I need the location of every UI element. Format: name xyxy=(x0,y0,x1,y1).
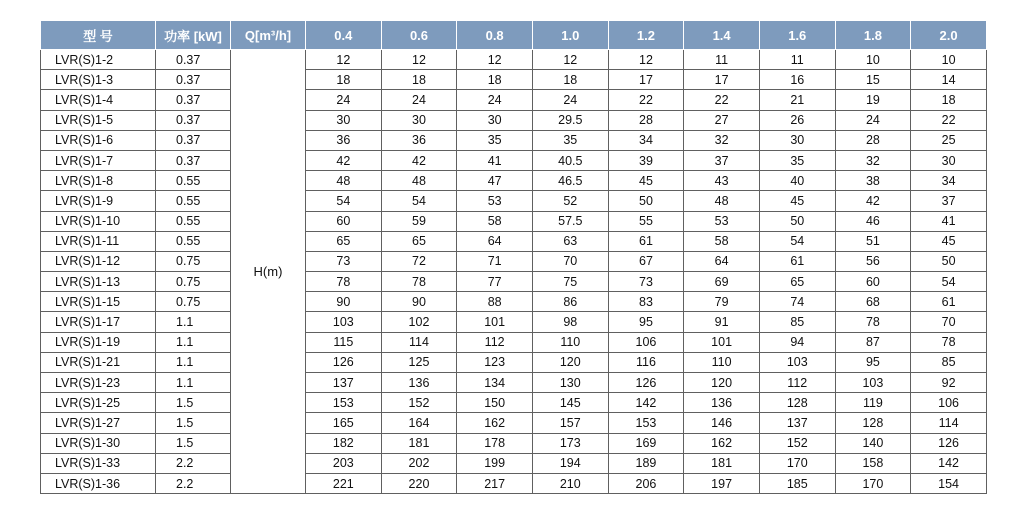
cell-head-value: 36 xyxy=(306,130,382,150)
cell-head-value: 50 xyxy=(608,191,684,211)
head-label-cell: H(m) xyxy=(231,50,306,494)
cell-head-value: 90 xyxy=(381,292,457,312)
cell-head-value: 85 xyxy=(759,312,835,332)
cell-power: 1.1 xyxy=(156,352,231,372)
cell-head-value: 18 xyxy=(911,90,987,110)
cell-head-value: 128 xyxy=(835,413,911,433)
cell-head-value: 45 xyxy=(608,171,684,191)
cell-model: LVR(S)1-10 xyxy=(41,211,156,231)
cell-head-value: 35 xyxy=(457,130,533,150)
cell-head-value: 45 xyxy=(759,191,835,211)
cell-head-value: 86 xyxy=(532,292,608,312)
cell-head-value: 170 xyxy=(759,453,835,473)
header-flow-value: 0.6 xyxy=(381,21,457,50)
cell-head-value: 88 xyxy=(457,292,533,312)
cell-head-value: 28 xyxy=(608,110,684,130)
cell-power: 0.75 xyxy=(156,292,231,312)
cell-head-value: 92 xyxy=(911,373,987,393)
cell-head-value: 123 xyxy=(457,352,533,372)
cell-head-value: 87 xyxy=(835,332,911,352)
header-flow-value: 1.8 xyxy=(835,21,911,50)
cell-head-value: 146 xyxy=(684,413,760,433)
cell-head-value: 61 xyxy=(911,292,987,312)
cell-head-value: 173 xyxy=(532,433,608,453)
cell-head-value: 120 xyxy=(684,373,760,393)
cell-head-value: 46.5 xyxy=(532,171,608,191)
cell-power: 0.75 xyxy=(156,251,231,271)
table-row xyxy=(41,50,987,70)
cell-head-value: 73 xyxy=(306,251,382,271)
cell-head-value: 40 xyxy=(759,171,835,191)
cell-head-value: 70 xyxy=(532,251,608,271)
cell-power: 0.55 xyxy=(156,191,231,211)
cell-head-value: 181 xyxy=(684,453,760,473)
cell-head-value: 35 xyxy=(759,150,835,170)
cell-head-value: 40.5 xyxy=(532,150,608,170)
cell-head-value: 115 xyxy=(306,332,382,352)
table-row xyxy=(41,433,987,453)
cell-head-value: 182 xyxy=(306,433,382,453)
cell-head-value: 202 xyxy=(381,453,457,473)
table-row xyxy=(41,90,987,110)
table-row xyxy=(41,251,987,271)
cell-power: 0.55 xyxy=(156,231,231,251)
cell-power: 1.5 xyxy=(156,393,231,413)
cell-head-value: 22 xyxy=(608,90,684,110)
cell-head-value: 120 xyxy=(532,352,608,372)
cell-head-value: 42 xyxy=(381,150,457,170)
cell-head-value: 110 xyxy=(684,352,760,372)
cell-head-value: 197 xyxy=(684,473,760,493)
cell-model: LVR(S)1-3 xyxy=(41,70,156,90)
cell-power: 1.5 xyxy=(156,433,231,453)
cell-head-value: 152 xyxy=(381,393,457,413)
cell-head-value: 24 xyxy=(457,90,533,110)
table-row xyxy=(41,272,987,292)
header-flow-value: 0.4 xyxy=(306,21,382,50)
cell-head-value: 106 xyxy=(911,393,987,413)
cell-head-value: 57.5 xyxy=(532,211,608,231)
header-flow-value: 1.6 xyxy=(759,21,835,50)
cell-head-value: 65 xyxy=(381,231,457,251)
cell-head-value: 16 xyxy=(759,70,835,90)
cell-head-value: 12 xyxy=(457,50,533,70)
header-flow-value: 1.0 xyxy=(532,21,608,50)
cell-head-value: 29.5 xyxy=(532,110,608,130)
table-row xyxy=(41,191,987,211)
cell-model: LVR(S)1-12 xyxy=(41,251,156,271)
cell-head-value: 152 xyxy=(759,433,835,453)
cell-head-value: 157 xyxy=(532,413,608,433)
cell-head-value: 199 xyxy=(457,453,533,473)
cell-head-value: 103 xyxy=(759,352,835,372)
cell-head-value: 10 xyxy=(835,50,911,70)
cell-head-value: 63 xyxy=(532,231,608,251)
cell-head-value: 67 xyxy=(608,251,684,271)
cell-head-value: 18 xyxy=(532,70,608,90)
cell-head-value: 110 xyxy=(532,332,608,352)
cell-head-value: 78 xyxy=(911,332,987,352)
table-row xyxy=(41,231,987,251)
cell-head-value: 137 xyxy=(759,413,835,433)
cell-power: 0.37 xyxy=(156,150,231,170)
table-row xyxy=(41,332,987,352)
header-flow-value: 1.4 xyxy=(684,21,760,50)
cell-head-value: 36 xyxy=(381,130,457,150)
cell-head-value: 114 xyxy=(381,332,457,352)
cell-head-value: 181 xyxy=(381,433,457,453)
header-flow-value: 1.2 xyxy=(608,21,684,50)
cell-head-value: 12 xyxy=(306,50,382,70)
cell-head-value: 30 xyxy=(759,130,835,150)
table-row xyxy=(41,453,987,473)
cell-head-value: 153 xyxy=(306,393,382,413)
cell-head-value: 61 xyxy=(608,231,684,251)
cell-head-value: 30 xyxy=(381,110,457,130)
table-row xyxy=(41,292,987,312)
cell-head-value: 78 xyxy=(306,272,382,292)
cell-model: LVR(S)1-13 xyxy=(41,272,156,292)
cell-head-value: 41 xyxy=(457,150,533,170)
cell-head-value: 18 xyxy=(457,70,533,90)
cell-head-value: 136 xyxy=(684,393,760,413)
table-body xyxy=(41,50,987,494)
cell-model: LVR(S)1-36 xyxy=(41,473,156,493)
cell-model: LVR(S)1-15 xyxy=(41,292,156,312)
cell-head-value: 46 xyxy=(835,211,911,231)
cell-head-value: 206 xyxy=(608,473,684,493)
cell-model: LVR(S)1-27 xyxy=(41,413,156,433)
cell-head-value: 52 xyxy=(532,191,608,211)
cell-head-value: 128 xyxy=(759,393,835,413)
cell-power: 1.1 xyxy=(156,332,231,352)
cell-head-value: 75 xyxy=(532,272,608,292)
cell-head-value: 154 xyxy=(911,473,987,493)
cell-head-value: 21 xyxy=(759,90,835,110)
cell-head-value: 130 xyxy=(532,373,608,393)
cell-head-value: 102 xyxy=(381,312,457,332)
cell-head-value: 15 xyxy=(835,70,911,90)
performance-table xyxy=(40,20,987,494)
cell-head-value: 25 xyxy=(911,130,987,150)
cell-head-value: 112 xyxy=(457,332,533,352)
cell-model: LVR(S)1-8 xyxy=(41,171,156,191)
table-row xyxy=(41,130,987,150)
cell-head-value: 24 xyxy=(306,90,382,110)
cell-head-value: 142 xyxy=(608,393,684,413)
header-flow-value: 0.8 xyxy=(457,21,533,50)
cell-head-value: 78 xyxy=(835,312,911,332)
cell-power: 0.37 xyxy=(156,130,231,150)
cell-power: 0.37 xyxy=(156,70,231,90)
cell-head-value: 101 xyxy=(684,332,760,352)
cell-head-value: 70 xyxy=(911,312,987,332)
cell-head-value: 42 xyxy=(835,191,911,211)
cell-head-value: 32 xyxy=(684,130,760,150)
cell-head-value: 58 xyxy=(684,231,760,251)
cell-head-value: 91 xyxy=(684,312,760,332)
cell-head-value: 17 xyxy=(608,70,684,90)
cell-head-value: 178 xyxy=(457,433,533,453)
cell-head-value: 90 xyxy=(306,292,382,312)
cell-head-value: 95 xyxy=(608,312,684,332)
table-row xyxy=(41,373,987,393)
cell-model: LVR(S)1-21 xyxy=(41,352,156,372)
cell-model: LVR(S)1-4 xyxy=(41,90,156,110)
cell-head-value: 61 xyxy=(759,251,835,271)
cell-head-value: 45 xyxy=(911,231,987,251)
cell-head-value: 56 xyxy=(835,251,911,271)
cell-model: LVR(S)1-30 xyxy=(41,433,156,453)
cell-head-value: 43 xyxy=(684,171,760,191)
cell-head-value: 77 xyxy=(457,272,533,292)
cell-head-value: 65 xyxy=(306,231,382,251)
cell-head-value: 65 xyxy=(759,272,835,292)
cell-head-value: 153 xyxy=(608,413,684,433)
cell-head-value: 203 xyxy=(306,453,382,473)
cell-head-value: 37 xyxy=(911,191,987,211)
cell-head-value: 60 xyxy=(835,272,911,292)
cell-head-value: 158 xyxy=(835,453,911,473)
cell-head-value: 32 xyxy=(835,150,911,170)
cell-head-value: 10 xyxy=(911,50,987,70)
cell-head-value: 12 xyxy=(532,50,608,70)
cell-head-value: 34 xyxy=(608,130,684,150)
cell-head-value: 79 xyxy=(684,292,760,312)
cell-head-value: 165 xyxy=(306,413,382,433)
cell-head-value: 38 xyxy=(835,171,911,191)
cell-head-value: 47 xyxy=(457,171,533,191)
header-model: 型 号 xyxy=(41,21,156,50)
cell-head-value: 85 xyxy=(911,352,987,372)
table-row xyxy=(41,312,987,332)
cell-head-value: 54 xyxy=(306,191,382,211)
cell-power: 1.5 xyxy=(156,413,231,433)
cell-head-value: 42 xyxy=(306,150,382,170)
cell-head-value: 101 xyxy=(457,312,533,332)
cell-head-value: 58 xyxy=(457,211,533,231)
table-row xyxy=(41,150,987,170)
cell-model: LVR(S)1-19 xyxy=(41,332,156,352)
cell-head-value: 145 xyxy=(532,393,608,413)
cell-model: LVR(S)1-33 xyxy=(41,453,156,473)
cell-head-value: 50 xyxy=(911,251,987,271)
cell-head-value: 217 xyxy=(457,473,533,493)
cell-model: LVR(S)1-25 xyxy=(41,393,156,413)
cell-head-value: 103 xyxy=(835,373,911,393)
cell-head-value: 137 xyxy=(306,373,382,393)
cell-model: LVR(S)1-5 xyxy=(41,110,156,130)
cell-head-value: 24 xyxy=(381,90,457,110)
cell-head-value: 169 xyxy=(608,433,684,453)
cell-head-value: 98 xyxy=(532,312,608,332)
cell-head-value: 17 xyxy=(684,70,760,90)
table-row xyxy=(41,110,987,130)
cell-head-value: 26 xyxy=(759,110,835,130)
cell-head-value: 11 xyxy=(759,50,835,70)
cell-head-value: 12 xyxy=(381,50,457,70)
cell-head-value: 39 xyxy=(608,150,684,170)
cell-head-value: 74 xyxy=(759,292,835,312)
cell-head-value: 134 xyxy=(457,373,533,393)
cell-head-value: 18 xyxy=(381,70,457,90)
cell-head-value: 95 xyxy=(835,352,911,372)
cell-head-value: 83 xyxy=(608,292,684,312)
cell-head-value: 60 xyxy=(306,211,382,231)
cell-power: 0.37 xyxy=(156,110,231,130)
table-row xyxy=(41,70,987,90)
cell-head-value: 30 xyxy=(457,110,533,130)
cell-model: LVR(S)1-2 xyxy=(41,50,156,70)
cell-head-value: 221 xyxy=(306,473,382,493)
cell-head-value: 48 xyxy=(381,171,457,191)
cell-head-value: 164 xyxy=(381,413,457,433)
cell-power: 0.55 xyxy=(156,211,231,231)
cell-head-value: 14 xyxy=(911,70,987,90)
cell-head-value: 142 xyxy=(911,453,987,473)
cell-head-value: 72 xyxy=(381,251,457,271)
cell-head-value: 69 xyxy=(684,272,760,292)
cell-power: 0.75 xyxy=(156,272,231,292)
table-row xyxy=(41,211,987,231)
cell-head-value: 59 xyxy=(381,211,457,231)
cell-head-value: 19 xyxy=(835,90,911,110)
cell-head-value: 140 xyxy=(835,433,911,453)
cell-head-value: 11 xyxy=(684,50,760,70)
cell-head-value: 162 xyxy=(684,433,760,453)
table-row xyxy=(41,473,987,493)
cell-head-value: 53 xyxy=(457,191,533,211)
performance-table-container xyxy=(40,20,987,494)
cell-model: LVR(S)1-6 xyxy=(41,130,156,150)
cell-head-value: 53 xyxy=(684,211,760,231)
cell-head-value: 71 xyxy=(457,251,533,271)
cell-power: 0.55 xyxy=(156,171,231,191)
cell-head-value: 150 xyxy=(457,393,533,413)
cell-head-value: 68 xyxy=(835,292,911,312)
cell-model: LVR(S)1-17 xyxy=(41,312,156,332)
cell-head-value: 12 xyxy=(608,50,684,70)
cell-head-value: 220 xyxy=(381,473,457,493)
cell-model: LVR(S)1-23 xyxy=(41,373,156,393)
cell-head-value: 24 xyxy=(532,90,608,110)
cell-head-value: 55 xyxy=(608,211,684,231)
cell-head-value: 48 xyxy=(684,191,760,211)
cell-head-value: 185 xyxy=(759,473,835,493)
table-row xyxy=(41,352,987,372)
header-flow-unit: Q[m³/h] xyxy=(231,21,306,50)
cell-head-value: 22 xyxy=(911,110,987,130)
cell-head-value: 116 xyxy=(608,352,684,372)
cell-head-value: 28 xyxy=(835,130,911,150)
cell-head-value: 94 xyxy=(759,332,835,352)
cell-head-value: 114 xyxy=(911,413,987,433)
cell-power: 0.37 xyxy=(156,90,231,110)
cell-power: 2.2 xyxy=(156,473,231,493)
cell-head-value: 194 xyxy=(532,453,608,473)
cell-head-value: 126 xyxy=(608,373,684,393)
cell-head-value: 51 xyxy=(835,231,911,251)
cell-head-value: 112 xyxy=(759,373,835,393)
cell-head-value: 54 xyxy=(911,272,987,292)
cell-head-value: 30 xyxy=(306,110,382,130)
cell-power: 1.1 xyxy=(156,312,231,332)
cell-model: LVR(S)1-9 xyxy=(41,191,156,211)
cell-head-value: 54 xyxy=(381,191,457,211)
header-power: 功率 [kW] xyxy=(156,21,231,50)
cell-head-value: 27 xyxy=(684,110,760,130)
table-row xyxy=(41,393,987,413)
cell-power: 0.37 xyxy=(156,50,231,70)
cell-head-value: 126 xyxy=(306,352,382,372)
cell-head-value: 103 xyxy=(306,312,382,332)
cell-power: 2.2 xyxy=(156,453,231,473)
cell-head-value: 24 xyxy=(835,110,911,130)
cell-head-value: 64 xyxy=(457,231,533,251)
cell-head-value: 18 xyxy=(306,70,382,90)
cell-head-value: 170 xyxy=(835,473,911,493)
cell-head-value: 73 xyxy=(608,272,684,292)
cell-head-value: 136 xyxy=(381,373,457,393)
cell-head-value: 48 xyxy=(306,171,382,191)
cell-head-value: 37 xyxy=(684,150,760,170)
cell-head-value: 126 xyxy=(911,433,987,453)
cell-head-value: 54 xyxy=(759,231,835,251)
cell-model: LVR(S)1-7 xyxy=(41,150,156,170)
cell-head-value: 41 xyxy=(911,211,987,231)
cell-head-value: 210 xyxy=(532,473,608,493)
header-flow-value: 2.0 xyxy=(911,21,987,50)
cell-head-value: 189 xyxy=(608,453,684,473)
cell-head-value: 22 xyxy=(684,90,760,110)
cell-head-value: 119 xyxy=(835,393,911,413)
cell-head-value: 30 xyxy=(911,150,987,170)
cell-head-value: 50 xyxy=(759,211,835,231)
cell-head-value: 35 xyxy=(532,130,608,150)
cell-head-value: 34 xyxy=(911,171,987,191)
cell-head-value: 125 xyxy=(381,352,457,372)
table-row xyxy=(41,171,987,191)
table-row xyxy=(41,413,987,433)
header-row xyxy=(41,21,987,50)
cell-power: 1.1 xyxy=(156,373,231,393)
cell-head-value: 64 xyxy=(684,251,760,271)
cell-model: LVR(S)1-11 xyxy=(41,231,156,251)
cell-head-value: 78 xyxy=(381,272,457,292)
cell-head-value: 106 xyxy=(608,332,684,352)
cell-head-value: 162 xyxy=(457,413,533,433)
